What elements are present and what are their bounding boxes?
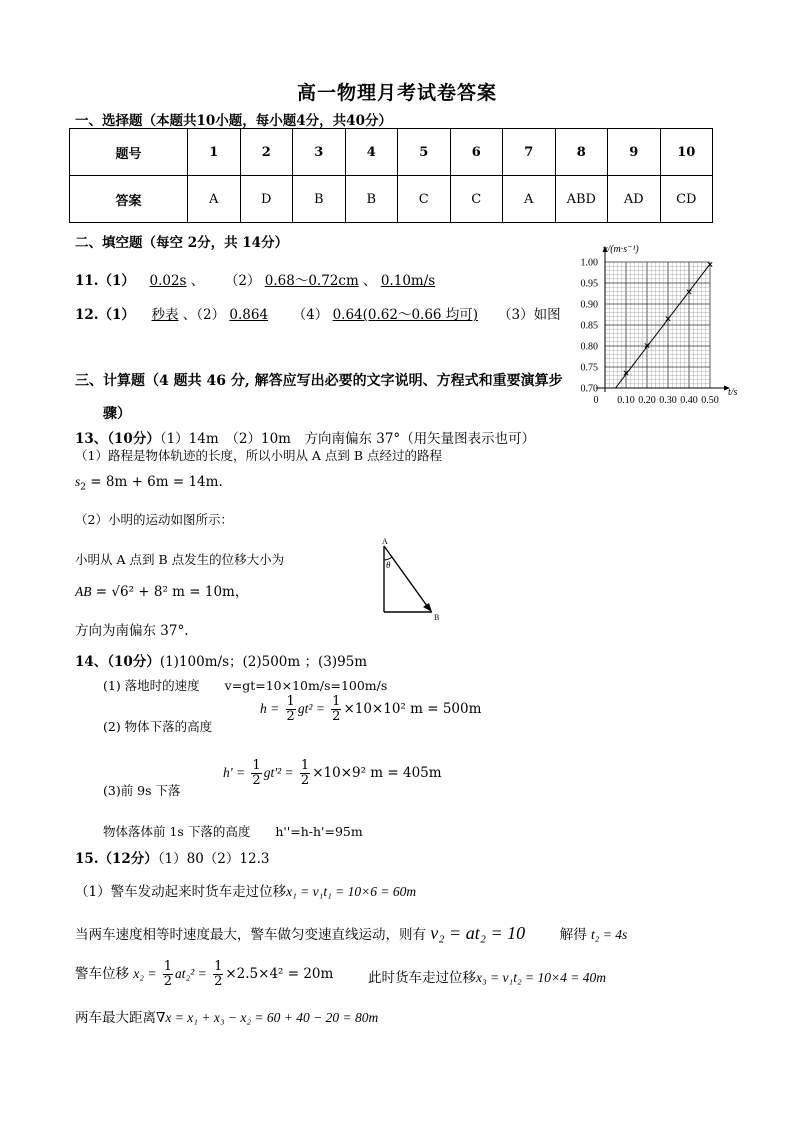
eq-symbol: AB xyxy=(75,584,92,599)
eq-rhs: ×10×10² m = 500m xyxy=(343,701,482,717)
q12-number: 12.（1） xyxy=(75,307,135,323)
q15-summary: （1）80（2）12.3 xyxy=(157,851,270,867)
q13-number: 13、（10分） xyxy=(75,431,160,447)
q15-line-2 xyxy=(75,923,627,944)
q15-text: （1）警车发动起来时货车走过位移 xyxy=(75,884,287,900)
answer-cell: C xyxy=(398,176,451,223)
q11-answer-1: 0.02s xyxy=(149,273,187,289)
point-a-label: A xyxy=(382,537,388,546)
q15-text: 当两车速度相等时速度最大，警车做匀变速直线运动，则有 xyxy=(75,927,426,943)
q12-label-2: 、（2） xyxy=(182,307,226,323)
question-number: 7 xyxy=(503,129,556,176)
graph-xlabel: t/s xyxy=(728,387,738,398)
y-tick-label: 1.00 xyxy=(580,257,598,269)
y-tick-label: 0.95 xyxy=(580,278,598,290)
fraction: $\frac{1}{2}$ xyxy=(332,694,341,724)
x-tick-label: 0.20 xyxy=(638,395,656,406)
q13-paragraph-1: （1）路程是物体轨迹的长度，所以小明从 A 点到 B 点经过的路程 xyxy=(75,448,443,463)
q13-equation-1 xyxy=(75,474,223,493)
question-number: 9 xyxy=(608,129,661,176)
eq-end: . xyxy=(218,474,223,490)
eq-value: = √6² + 8² m = 10m xyxy=(91,584,235,600)
q12-answer-4: 0.64(0.62～0.66 均可) xyxy=(332,307,479,323)
question-number: 4 xyxy=(345,129,398,176)
eq-subscript: 2 xyxy=(80,482,86,493)
q14-equation-h2 xyxy=(223,759,442,788)
q15-equation: x₁ = v₁t₁ = 10×6 = 60m xyxy=(286,884,417,899)
y-tick-label: 0.80 xyxy=(580,341,598,353)
question-number: 3 xyxy=(293,129,346,176)
q15-equation: ∇x = x₁ + x₃ − x₂ = 60 + 40 − 20 = 80m xyxy=(156,1010,379,1025)
q13-paragraph-3: 小明从 A 点到 B 点发生的位移大小为 xyxy=(75,552,285,567)
eq-rhs: ×2.5×4² = 20m xyxy=(225,966,334,982)
x-tick-label: 0.10 xyxy=(617,395,635,406)
eq-end: ， xyxy=(234,584,249,600)
row-label-answer: 答案 xyxy=(70,176,188,223)
q13-paragraph-2: （2）小明的运动如图所示： xyxy=(75,512,233,527)
graph-ylabel: v/(m·s⁻¹) xyxy=(603,244,639,255)
displacement-arrow xyxy=(384,546,430,610)
answer-cell: AD xyxy=(608,176,661,223)
answer-cell: B xyxy=(345,176,398,223)
question-number: 10 xyxy=(660,129,713,176)
fraction: $\frac{1}{2}$ xyxy=(300,758,310,788)
page-title: 高一物理月考试卷答案 xyxy=(296,82,497,104)
question-number: 1 xyxy=(188,129,241,176)
q15-number: 15.（12分） xyxy=(75,851,158,867)
q11-number: 11.（1） xyxy=(75,273,135,289)
y-tick-label: 0.85 xyxy=(580,320,598,332)
answer-table xyxy=(69,128,713,223)
section3-heading: 三、计算题（4 题共 46 分, 解答应写出必要的文字说明、方程式和重要演算步 xyxy=(75,373,563,389)
eq-rhs: ×10×9² m = 405m xyxy=(312,765,442,781)
table-row xyxy=(70,176,713,223)
x-tick-label: 0.50 xyxy=(701,395,719,406)
question-number: 6 xyxy=(450,129,503,176)
q11-answer-2: 0.68～0.72cm xyxy=(264,273,359,289)
q11-separator: 、 xyxy=(190,273,205,289)
q12-answer-3: （3）如图 xyxy=(498,307,561,323)
eq-symbol: s xyxy=(75,474,81,489)
eq-lhs: h' = xyxy=(223,765,246,780)
section3-heading-cont: 骤） xyxy=(103,406,131,422)
y-tick-label: 0.70 xyxy=(580,383,598,395)
question-number: 5 xyxy=(398,129,451,176)
q15-equation: t₂ = 4s xyxy=(591,927,628,942)
angle-label: θ xyxy=(386,560,391,570)
q11-line xyxy=(75,269,435,289)
answer-cell: A xyxy=(188,176,241,223)
eq-value: = 8m + 6m = 14m xyxy=(86,474,219,490)
eq-mid: at₂² = xyxy=(175,966,207,981)
q15-line-4 xyxy=(75,1006,378,1026)
q15-text: 警车位移 xyxy=(75,966,129,982)
section1-heading: 一、选择题（本题共10小题，每小题4分，共40分） xyxy=(75,113,392,129)
answer-cell: C xyxy=(450,176,503,223)
q14-line-4: 物体落体前 1s 下落的高度 h''=h-h'=95m xyxy=(103,824,363,839)
arrow-head xyxy=(423,603,432,612)
q13-paragraph-4: 方向为南偏东 37°. xyxy=(75,623,189,639)
q15-heading xyxy=(75,847,269,867)
q11-label-2: （2） xyxy=(224,273,261,289)
x-tick-label: 0.40 xyxy=(680,395,698,406)
q15-text: 此时货车走过位移 xyxy=(368,970,476,986)
q13-summary: （1）14m （2）10m 方向南偏东 37°（用矢量图表示也可） xyxy=(159,431,536,447)
answer-cell: ABD xyxy=(555,176,608,223)
q14-summary: (1)100m/s；(2)500m ；(3)95m xyxy=(159,654,368,670)
answer-cell: D xyxy=(240,176,293,223)
eq-lhs: h = xyxy=(260,701,280,716)
eq-mid: gt² = xyxy=(297,701,325,716)
answer-cell: A xyxy=(503,176,556,223)
y-tick-label: 0.75 xyxy=(580,362,598,374)
fraction: $\frac{1}{2}$ xyxy=(286,694,295,724)
q14-equation-h xyxy=(260,695,481,724)
q15-text: 两车最大距离 xyxy=(75,1010,156,1026)
q15-line-1 xyxy=(75,880,416,900)
q12-label-4: （4） xyxy=(292,307,329,323)
q14-heading xyxy=(75,650,367,670)
q11-separator: 、 xyxy=(363,273,377,289)
q15-solve-label: 解得 xyxy=(559,927,587,943)
fraction: $\frac{1}{2}$ xyxy=(163,959,173,989)
row-label-number: 题号 xyxy=(70,129,188,176)
q13-equation-2 xyxy=(75,580,248,600)
displacement-diagram xyxy=(376,536,446,626)
q12-answer-1: 秒表 xyxy=(151,307,179,323)
eq-mid: gt'² = xyxy=(263,765,294,780)
q14-line-2: (2) 物体下落的高度 xyxy=(103,719,213,734)
velocity-time-graph xyxy=(560,240,760,410)
fraction: $\frac{1}{2}$ xyxy=(252,758,261,788)
question-number: 8 xyxy=(555,129,608,176)
table-row xyxy=(70,129,713,176)
x-tick-label: 0 xyxy=(593,395,599,406)
point-b-label: B xyxy=(434,613,440,622)
fraction: $\frac{1}{2}$ xyxy=(214,959,223,989)
q12-answer-2: 0.864 xyxy=(229,307,269,323)
answer-cell: B xyxy=(293,176,346,223)
q14-number: 14、（10分） xyxy=(75,654,160,670)
q15-equation: v₂ = at₂ = 10 xyxy=(430,923,526,943)
q13-heading xyxy=(75,427,535,447)
q14-line-3: (3)前 9s 下落 xyxy=(103,783,181,798)
answer-cell: CD xyxy=(660,176,713,223)
q14-line-1: (1) 落地时的速度 v=gt=10×10m/s=100m/s xyxy=(103,678,388,693)
question-number: 2 xyxy=(240,129,293,176)
x-tick-label: 0.30 xyxy=(659,395,677,406)
q11-answer-3: 0.10m/s xyxy=(380,273,436,289)
graph-grid xyxy=(605,262,710,388)
section2-heading: 二、填空题（每空 2分，共 14分） xyxy=(75,235,289,251)
q12-line xyxy=(75,303,478,323)
q15-line-3 xyxy=(75,960,333,989)
eq-lhs: x₂ = xyxy=(133,966,157,981)
y-tick-label: 0.90 xyxy=(580,299,598,311)
q15-equation: x₃ = v₁t₂ = 10×4 = 40m xyxy=(476,970,607,985)
q15-line-3b xyxy=(368,966,606,986)
